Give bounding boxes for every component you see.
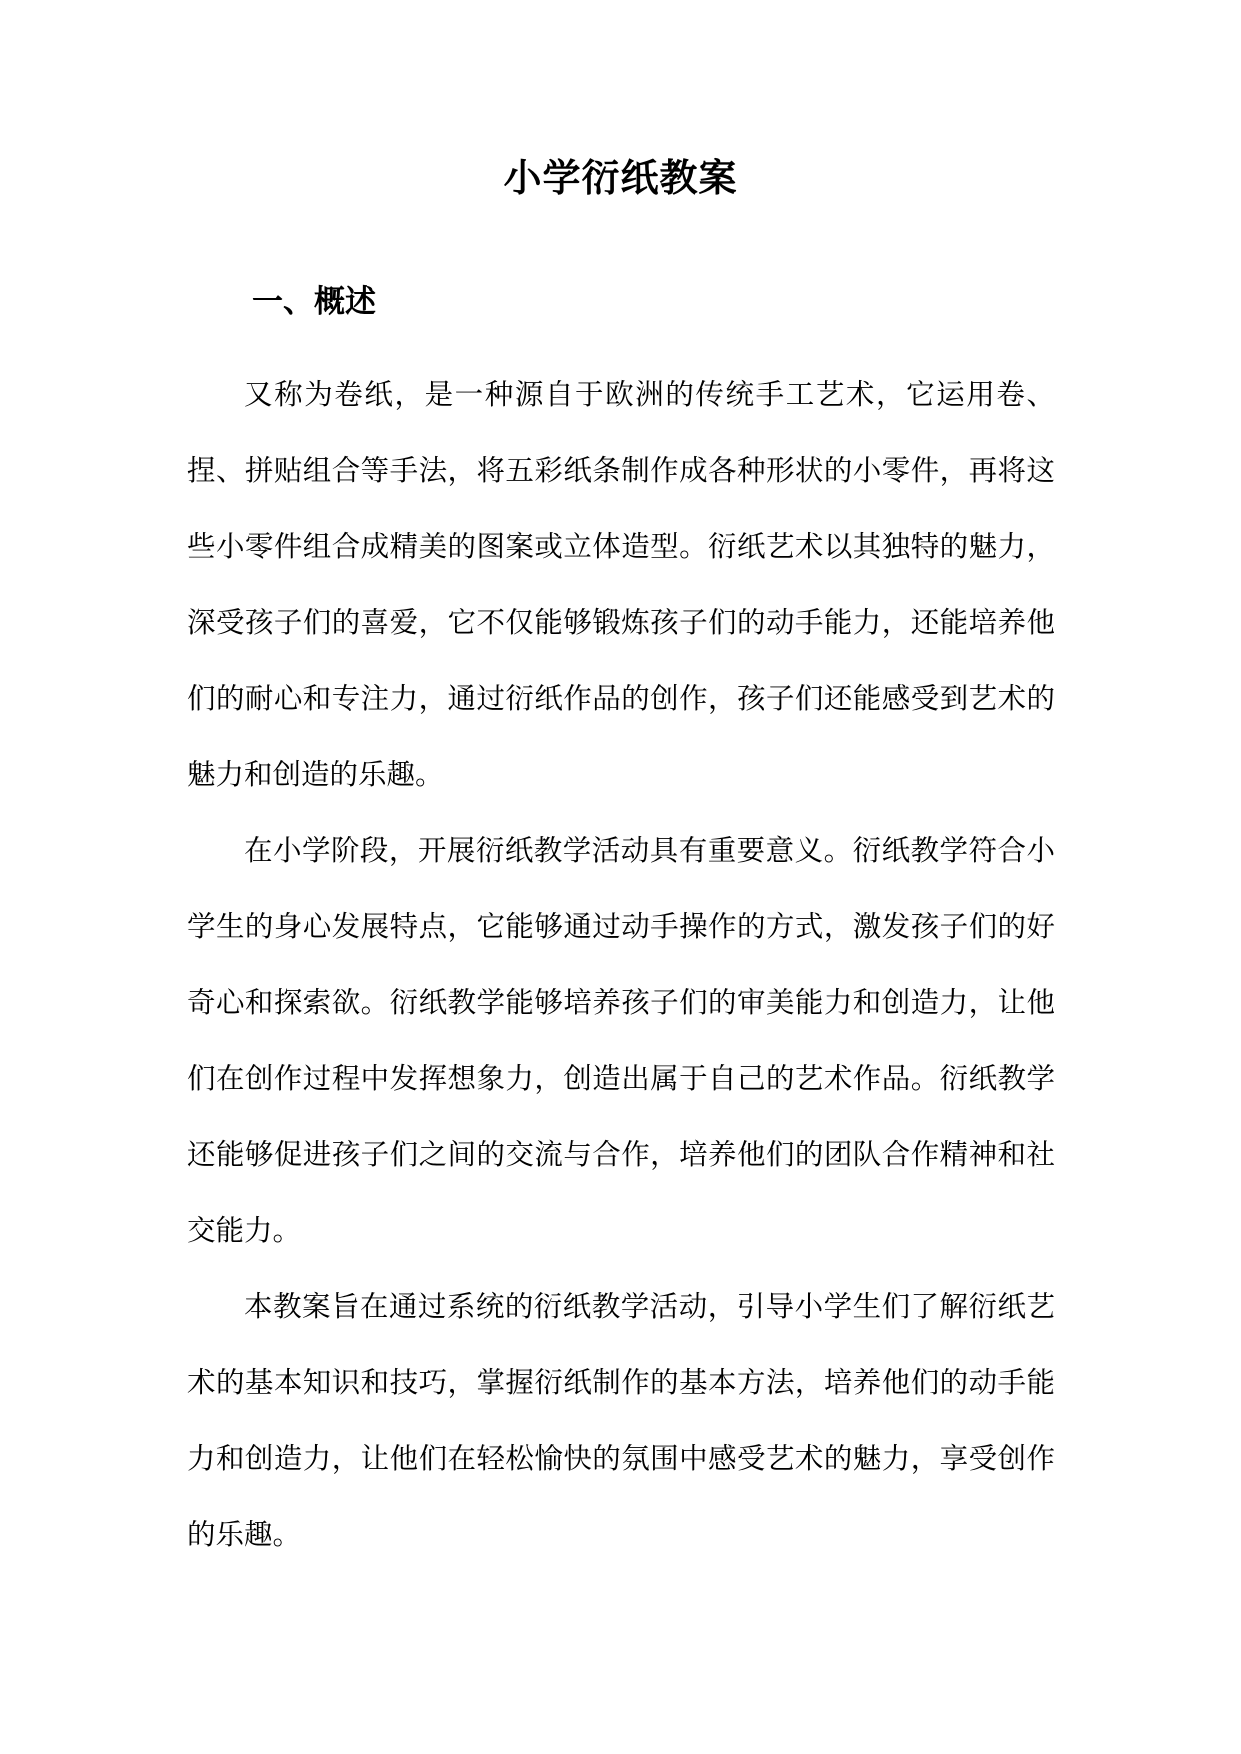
document-body: [187, 357, 1055, 1573]
document-title: 小学衍纸教案: [503, 155, 738, 200]
body-paragraph-3: 本教案旨在通过系统的衍纸教学活动，引导小学生们了解衍纸艺术的基本知识和技巧，掌握衍纸制作的基本方法，培养他们的动手能力和创造力，让他们在轻松愉快的氛围中感受艺术的魅力，享受创作的乐趣。: [187, 1290, 1055, 1551]
section-heading-overview: 一、概述: [252, 284, 376, 320]
body-paragraph-1: 又称为卷纸，是一种源自于欧洲的传统手工艺术，它运用卷、捏、拼贴组合等手法，将五彩纸条制作成各种形状的小零件，再将这些小零件组合成精美的图案或立体造型。衍纸艺术以其独特的魅力，深受孩子们的喜爱，它不仅能够锻炼孩子们的动手能力，还能培养他们的耐心和专注力，通过衍纸作品的创作，孩子们还能感受到艺术的魅力和创造的乐趣。: [187, 378, 1055, 791]
body-paragraph-2: 在小学阶段，开展衍纸教学活动具有重要意义。衍纸教学符合小学生的身心发展特点，它能够通过动手操作的方式，激发孩子们的好奇心和探索欲。衍纸教学能够培养孩子们的审美能力和创造力，让他们在创作过程中发挥想象力，创造出属于自己的艺术作品。衍纸教学还能够促进孩子们之间的交流与合作，培养他们的团队合作精神和社交能力。: [187, 834, 1055, 1247]
